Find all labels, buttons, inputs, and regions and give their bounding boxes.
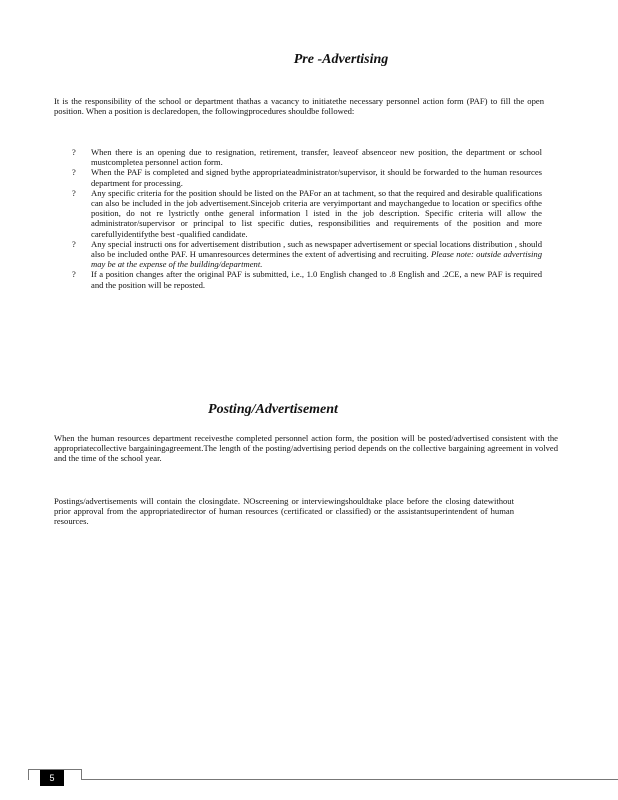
bullet-marker: ? [72, 238, 76, 249]
list-item [72, 147, 542, 167]
list-item-text: Any special instructi ons for advertisement distribution , such as newspaper advertisement or special locations distribution , should also be included onthe PAF. H umanresources determines the extent of advertising and recruiting. [91, 238, 542, 260]
list-item [72, 269, 542, 289]
list-item-text: When the PAF is completed and signed bythe appropriateadministrator/supervisor, it should be forwarded to the human resources department for processing. [91, 167, 542, 188]
closing-date-paragraph: Postings/advertisements will contain the closingdate. NOscreening or interviewingshouldtake place before the closing datewithout prior approval from the appropriatedirector of human resources (certificated or classified) or the assistantsuperintendent of human resources. [54, 496, 514, 527]
pre-advertising-intro: It is the responsibility of the school or department thathas a vacancy to initiatethe necessary personnel action form (PAF) to fill the open position. When a position is declaredopen, the followingprocedures shouldbe followed: [54, 96, 544, 117]
pre-advertising-heading: Pre -Advertising [293, 52, 389, 67]
list-item [72, 167, 542, 187]
list-item-text: If a position changes after the original PAF is submitted, i.e., 1.0 English changed to .8 English and .2CE, a new PAF is required and the position will be reposted. [91, 269, 542, 290]
bullet-marker: ? [72, 269, 76, 280]
advertising-expense-note: Please note: outside advertising may be at the expense of the building/department. [91, 249, 542, 270]
list-item [72, 188, 542, 239]
list-item-text: When there is an opening due to resignation, retirement, transfer, leaveof absenceor new position, the department or school mustcompletea personnel action form. [91, 147, 542, 168]
bullet-marker: ? [72, 167, 76, 178]
bullet-marker: ? [72, 147, 76, 157]
bullet-marker: ? [72, 187, 76, 198]
page-number: 5 [40, 770, 64, 786]
posting-advertisement-heading: Posting/Advertisement [208, 402, 338, 417]
footer-rule [28, 779, 618, 780]
list-item-text: Any specific criteria for the position should be listed on the PAFor an at tachment, so that the required and desirable qualifications can also be included in the job advertisement.Sincejob criteria are veryimportant and maychangedue to location or specifics ofthe position, do not re lystrictly onthe general information l isted in the job description. Specific criteria will allow the administrator/supervisor or principal to list specific duties, responsibilities and requirements of the position and more carefullyidentifythe best -qualified candidate. [91, 187, 542, 239]
posting-paragraph: When the human resources department receivesthe completed personnel action form, the position will be posted/advertised consistent with the appropriatecollective bargainingagreement.The length of the posting/advertising period depends on the collective bargaining agreement in volved and the time of the school year. [54, 433, 558, 464]
list-item [72, 239, 542, 270]
procedure-list [72, 147, 542, 290]
